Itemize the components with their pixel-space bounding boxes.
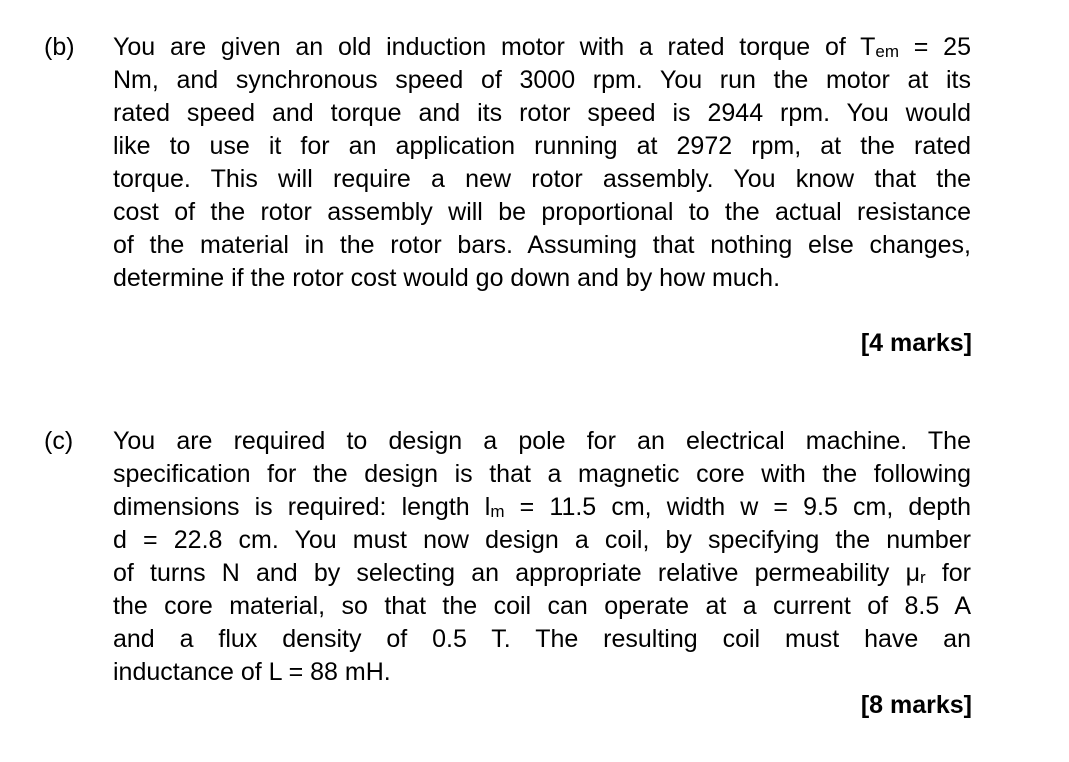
question-b-label: (b) xyxy=(44,33,75,61)
question-b-line: torque. This will require a new rotor assembly. You know that the xyxy=(113,165,971,193)
question-c-line: d = 22.8 cm. You must now design a coil, by specifying the number xyxy=(113,526,971,554)
question-c-text xyxy=(113,425,971,689)
question-c-line: specification for the design is that a magnetic core with the following xyxy=(113,460,971,488)
question-c-line: You are required to design a pole for an electrical machine. The xyxy=(113,427,971,455)
question-c-line: inductance of L = 88 mH. xyxy=(113,658,391,686)
question-b-marks: [4 marks] xyxy=(860,329,972,357)
question-b-line: rated speed and torque and its rotor speed is 2944 rpm. You would xyxy=(113,99,971,127)
question-b-line: cost of the rotor assembly will be proportional to the actual resistance xyxy=(113,198,971,226)
question-c-line: the core material, so that the coil can operate at a current of 8.5 A xyxy=(113,592,971,620)
question-c-label: (c) xyxy=(44,427,74,455)
question-b-text xyxy=(113,31,971,295)
question-b-line: of the material in the rotor bars. Assuming that nothing else changes, xyxy=(113,231,971,259)
question-b-line: You are given an old induction motor with a rated torque of Tem = 25 xyxy=(113,33,971,61)
question-c-line: dimensions is required: length lm = 11.5 cm, width w = 9.5 cm, depth xyxy=(113,493,971,521)
question-b-line: like to use it for an application running at 2972 rpm, at the rated xyxy=(113,132,971,160)
question-b-line: Nm, and synchronous speed of 3000 rpm. You run the motor at its xyxy=(113,66,971,94)
question-c-line: of turns N and by selecting an appropriate relative permeability μr for xyxy=(113,559,971,587)
question-c-marks: [8 marks] xyxy=(860,691,972,719)
question-b-line: determine if the rotor cost would go down and by how much. xyxy=(113,264,781,292)
question-c-line: and a flux density of 0.5 T. The resulting coil must have an xyxy=(113,625,971,653)
